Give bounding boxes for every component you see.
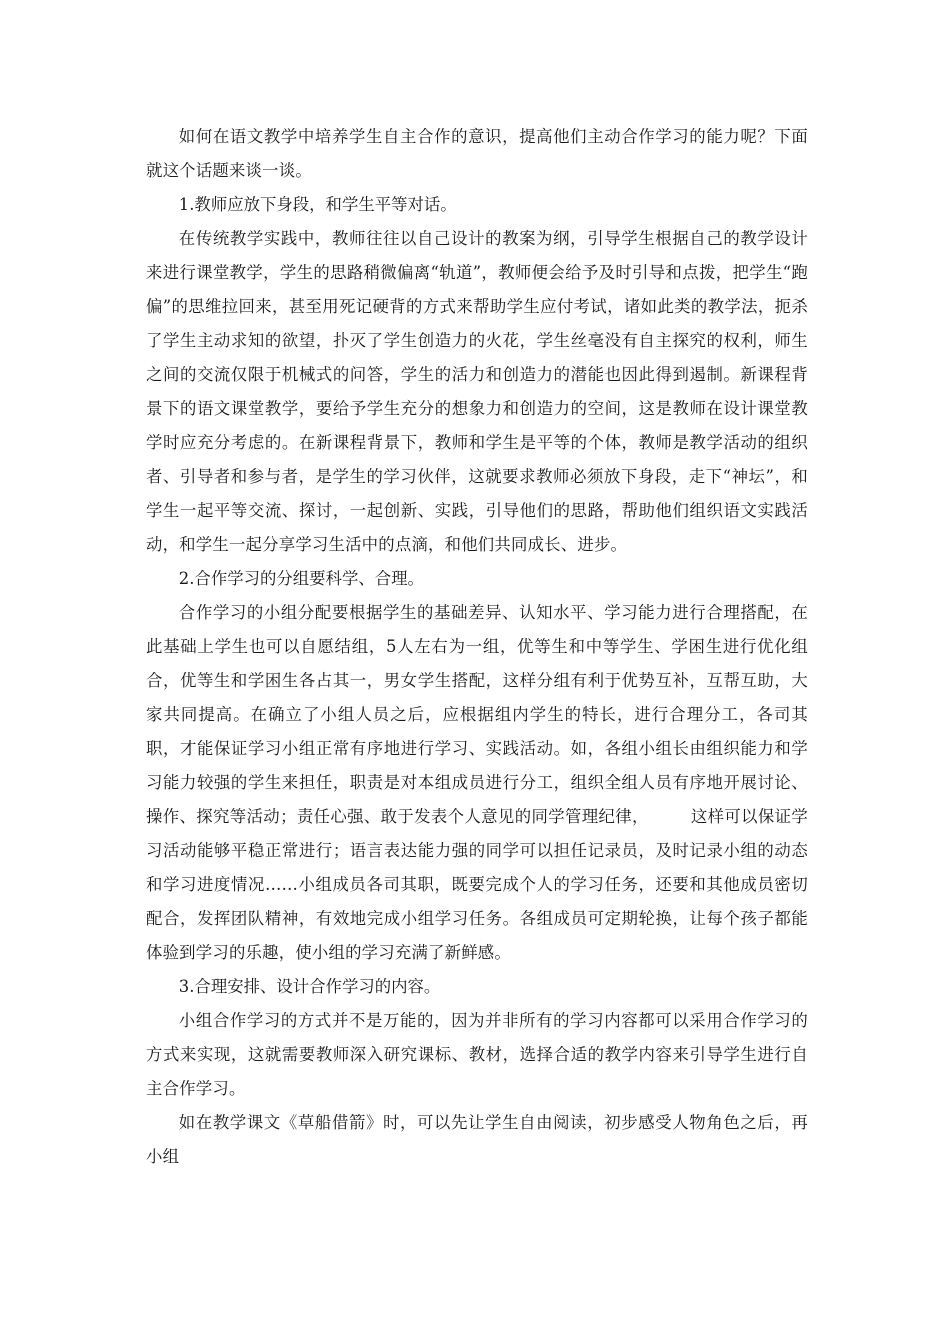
section-heading-1: 1.教师应放下身段，和学生平等对话。: [178, 195, 457, 214]
section-heading-2: 2.合作学习的分组要科学、合理。: [178, 569, 424, 588]
section-3-paragraph: 小组合作学习的方式并不是万能的，因为并非所有的学习内容都可以采用合作学习的方式来实现，这就需要教师深入研究课标、教材，选择合适的教学内容来引导学生进行自主合作学习。: [146, 1011, 808, 1098]
section-2-paragraph: 合作学习的小组分配要根据学生的基础差异、认知水平、学习能力进行合理搭配，在此基础上学生也可以自愿结组，5人左右为一组，优等生和中等学生、学困生进行优化组合，优等生和学困生各占其一，男女学生搭配，这样分组有利于优势互补，互帮互助，大家共同提高。在确立了小组人员之后，应根据组内学生的特长，进行合理分工，各司其职，才能保证学习小组正常有序地进行学习、实践活动。如，各组小组长由组织能力和学习能力较强的学生来担任，职责是对本组成员进行分工，组织全组人员有序地开展讨论、操作、探究等活动；责任心强、敢于发表个人意见的同学管理纪律， 这样可以保证学习活动能够平稳正常进行；语言表达能力强的同学可以担任记录员，及时记录小组的动态和学习进度情况……小组成员各司其职，既要完成个人的学习任务，还要和其他成员密切配合，发挥团队精神，有效地完成小组学习任务。各组成员可定期轮换，让每个孩子都能体验到学习的乐趣，使小组的学习充满了新鲜感。: [146, 603, 808, 962]
example-paragraph: 如在教学课文《草船借箭》时，可以先让学生自由阅读，初步感受人物角色之后，再小组: [146, 1113, 808, 1166]
intro-paragraph: 如何在语文教学中培养学生自主合作的意识，提高他们主动合作学习的能力呢？下面就这个话题来谈一谈。: [146, 127, 808, 180]
section-1-paragraph: 在传统教学实践中，教师往往以自己设计的教案为纲，引导学生根据自己的教学设计来进行课堂教学，学生的思路稍微偏离“轨道”，教师便会给予及时引导和点拨，把学生“跑偏”的思维拉回来，甚至用死记硬背的方式来帮助学生应付考试，诸如此类的教学法，扼杀了学生主动求知的欲望，扑灭了学生创造力的火花，学生丝毫没有自主探究的权利，师生之间的交流仅限于机械式的问答，学生的活力和创造力的潜能也因此得到遏制。新课程背景下的语文课堂教学，要给予学生充分的想象力和创造力的空间，这是教师在设计课堂教学时应充分考虑的。在新课程背景下，教师和学生是平等的个体，教师是教学活动的组织者、引导者和参与者，是学生的学习伙伴，这就要求教师必须放下身段，走下“神坛”，和学生一起平等交流、探讨，一起创新、实践，引导他们的思路，帮助他们组织语文实践活动，和学生一起分享学习生活中的点滴，和他们共同成长、进步。: [146, 229, 808, 554]
section-heading-3: 3.合理安排、设计合作学习的内容。: [178, 977, 441, 996]
document-body: [146, 120, 808, 1174]
